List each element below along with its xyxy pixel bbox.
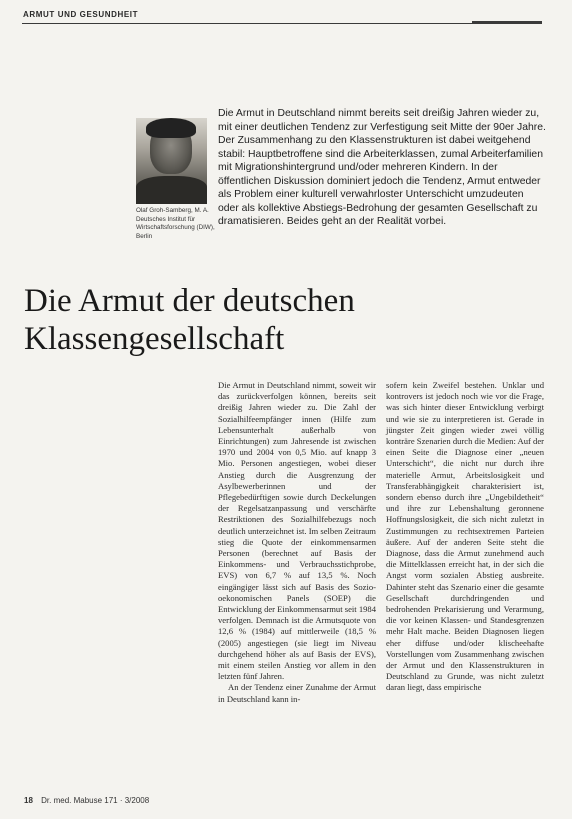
- body-column-2: [386, 380, 544, 694]
- section-header: [22, 9, 542, 24]
- intro-text: Die Armut in Deutschland nimmt bereits seit dreißig Jahren wieder zu, mit einer deutlichen Tendenz zur Verfestigung seit Mitte der 90er Jahre. Der Zusammenhang zu den Klassenstrukturen ist dabei weitgehend stabil: Hauptbetroffene sind die Arbeiterklassen, zumal Arbeiterfamilien mit Migrationshintergrund und/oder mehreren Kindern. In der öffentlichen Diskussion dominiert jedoch die Tendenz, Armut entweder als Problem einer kulturell verwahrloster Unterschicht umzudeuten oder als kollektive Abstiegs-Bedrohung der gesamten Gesellschaft zu dramatisieren. Beides geht an der Realität vorbei.: [218, 108, 546, 227]
- body-paragraph: An der Tendenz einer Zunahme der Armut in Deutschland kann in-: [218, 682, 376, 704]
- header-rule: [472, 18, 542, 24]
- author-caption: Olaf Groh-Samberg, M. A. Deutsches Institut für Wirtschaftsforschung (DIW), Berlin: [136, 207, 215, 240]
- page-number: 18: [24, 796, 33, 805]
- article-title: Die Armut der deutschen Klassengesellschaft: [24, 283, 355, 357]
- body-paragraph: sofern kein Zweifel bestehen. Unklar und kontrovers ist jedoch noch wie vor die Frage, was sich hinter dieser Entwicklung verbirgt und wie sie zu interpretieren ist. Gerade in jüngster Zeit gingen wieder zwei völlig konträre Szenarien durch die Medien: Auf der einen Seite die Diagnose einer „neuen Unterschicht“, die nicht nur durch ihre materielle Armut, Arbeitslosigkeit und Transferabhängigkeit charakterisiert ist, sondern ebenso durch ihre „Ungebildetheit“ und ihre zur Lebenshaltung geronnene Hoffnungslosigkeit, die sich nicht zuletzt in Zustimmungen zu rechtsextremen Parteien äußere. Auf der anderen Seite steht die Diagnose, dass die Armut zunehmend auch die Mittelklassen erreicht hat, in der sich die Angst vorm sozialen Abstieg ausbreite. Dahinter steht das Szenario einer die gesamte Gesellschaft durchdringenden und bedrohenden Prekarisierung und Verarmung, die vor keinen Klassen- und Standesgrenzen mehr Halt mache. Beiden Diagnosen liegen eher diffuse und/oder klischeehafte Vorstellungen vom Zusammenhang zwischen der Armut und den Klassenstrukturen in Deutschland zu Grunde, was nicht zuletzt daran liegt, dass empirische: [386, 380, 544, 693]
- author-photo-hair: [146, 118, 196, 138]
- author-photo: [136, 118, 207, 204]
- body-paragraph: Die Armut in Deutschland nimmt, soweit wir das zurückverfolgen können, bereits seit dreißig Jahren wieder zu. Die Zahl der Sozialhilfeempfänger innen (Hilfe zum Lebensunterhalt außerhalb von Einrichtungen) zum Jahresende ist zwischen 1970 und 2004 von 0,5 Mio. auf knapp 3 Mio. Personen angestiegen, wobei dieser Anstieg durch die Ausgrenzung der Asylbewerberinnen und der Pflegebedürftigen sowie durch Deckelungen der Regelsatzanpassung und verschärfte Restriktionen des Sozialhilfebezugs noch deutlich unterzeichnet ist. Im selben Zeitraum stieg die Quote der einkommensarmen Personen (berechnet auf Basis der Einkommens- und Verbrauchsstichprobe, EVS) von 6,7 % auf 13,5 %. Noch eingängiger lässt sich auf Basis des Sozio-oekonomischen Panels (SOEP) die Entwicklung der Einkommensarmut seit 1984 verfolgen. Demnach ist die Armutsquote von 12,6 % (1984) auf mittlerweile (18,5 % (2005) angestiegen (sie liegt im Niveau durchgehend höher als auf Basis der EVS), mit einem steilen Anstieg vor allem in den letzten fünf Jahren.: [218, 380, 377, 682]
- body-column-1: [218, 380, 376, 705]
- author-photo-shoulders: [136, 176, 207, 204]
- section-kicker: ARMUT UND GESUNDHEIT: [23, 10, 139, 19]
- publication-name: Dr. med. Mabuse 171 · 3/2008: [41, 796, 150, 805]
- page-footer: [24, 796, 149, 805]
- article-intro: [218, 107, 546, 229]
